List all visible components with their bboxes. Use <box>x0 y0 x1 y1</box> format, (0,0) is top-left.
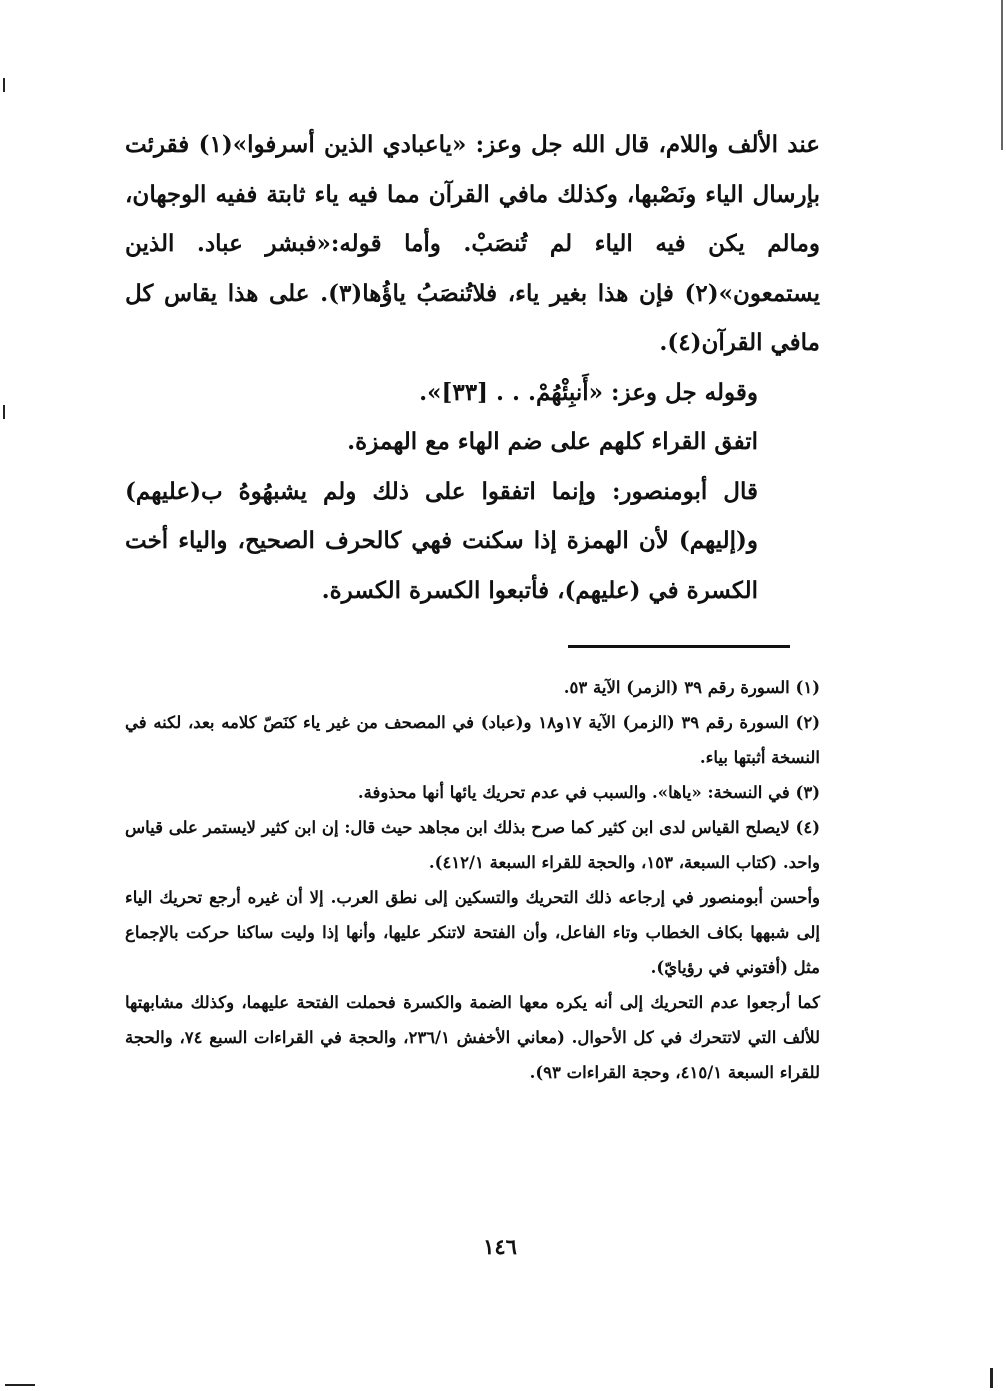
scan-mark-right-edge <box>1001 0 1003 150</box>
scan-mark-bottom-left <box>5 1384 35 1386</box>
main-text <box>125 120 820 615</box>
scan-mark-left-top <box>3 78 5 92</box>
main-paragraph-3: اتفق القراء كلهم على ضم الهاء مع الهمزة. <box>347 428 758 455</box>
footnote-4-continuation-1: وأحسن أبومنصور في إرجاعه ذلك التحريك والتسكين إلى نطق العرب. إلا أن غيره أرجع تحريك الياء إلى شبهها بكاف الخطاب وتاء الفاعل، وأن الفتحة لاتنكر عليها، وأنها إذا وليت ساكنا حركت بالإجماع مثل (أفتوني في رؤيايّ). <box>125 888 820 977</box>
main-paragraph-1: عند الألف واللام، قال الله جل وعز: «ياعبادي الذين أسرفوا»(١) فقرئت بإرسال الياء ونَصْبها، وكذلك مافي القرآن مما فيه ياء ثابتة ففيه الوجهان، ومالم يكن فيه الياء لم تُنصَبْ. وأما قوله:«فبشر عباد. الذين يستمعون»(٢) فإن هذا بغير ياء، فلاتُنصَبُ ياؤُها(٣). على هذا يقاس كل مافي القرآن(٤). <box>125 131 821 356</box>
main-paragraph-4: قال أبومنصور: وإنما اتفقوا على ذلك ولم يشبهُوهُ ب(عليهم) و(إليهم) لأن الهمزة إذا سكنت فهي كالحرف الصحيح، والياء أخت الكسرة في (عليهم)، فأتبعوا الكسرة الكسرة. <box>125 477 758 604</box>
footnote-2: (٢) السورة رقم ٣٩ (الزمر) الآية ١٧و١٨ و(عباد) في المصحف من غير ياء كنَصّ كلامه بعد، لكنه في النسخة أثبتها بياء. <box>125 713 820 767</box>
footnote-4-continuation-2: كما أرجعوا عدم التحريك إلى أنه يكره معها الضمة والكسرة فحملت الفتحة عليهما، وكذلك مشابهتها للألف التي لاتتحرك في كل الأحوال. (معاني الأخفش ٢٣٦/١، والحجة في القراءات السبع ٧٤، والحجة للقراء السبعة ٤١٥/١، وحجة القراءات ٩٣). <box>125 993 820 1082</box>
scan-mark-left-middle <box>3 405 5 419</box>
page-number: ١٤٦ <box>483 1234 517 1259</box>
footnote-1: (١) السورة رقم ٣٩ (الزمر) الآية ٥٣. <box>563 678 820 697</box>
footnotes <box>125 670 820 1090</box>
footnote-divider <box>568 645 790 648</box>
scan-mark-bottom-right <box>990 1368 993 1388</box>
footnote-3: (٣) في النسخة: «ياها». والسبب في عدم تحريك يائها أنها محذوفة. <box>357 783 820 802</box>
footnote-4: (٤) لايصلح القياس لدى ابن كثير كما صرح بذلك ابن مجاهد حيث قال: إن ابن كثير لايستمر على قياس واحد. (كتاب السبعة، ١٥٣، والحجة للقراء السبعة ٤١٢/١). <box>125 818 820 872</box>
main-paragraph-2: وقوله جل وعز: «أَنبِئْهُمْ. . . [٣٣]». <box>419 378 758 406</box>
